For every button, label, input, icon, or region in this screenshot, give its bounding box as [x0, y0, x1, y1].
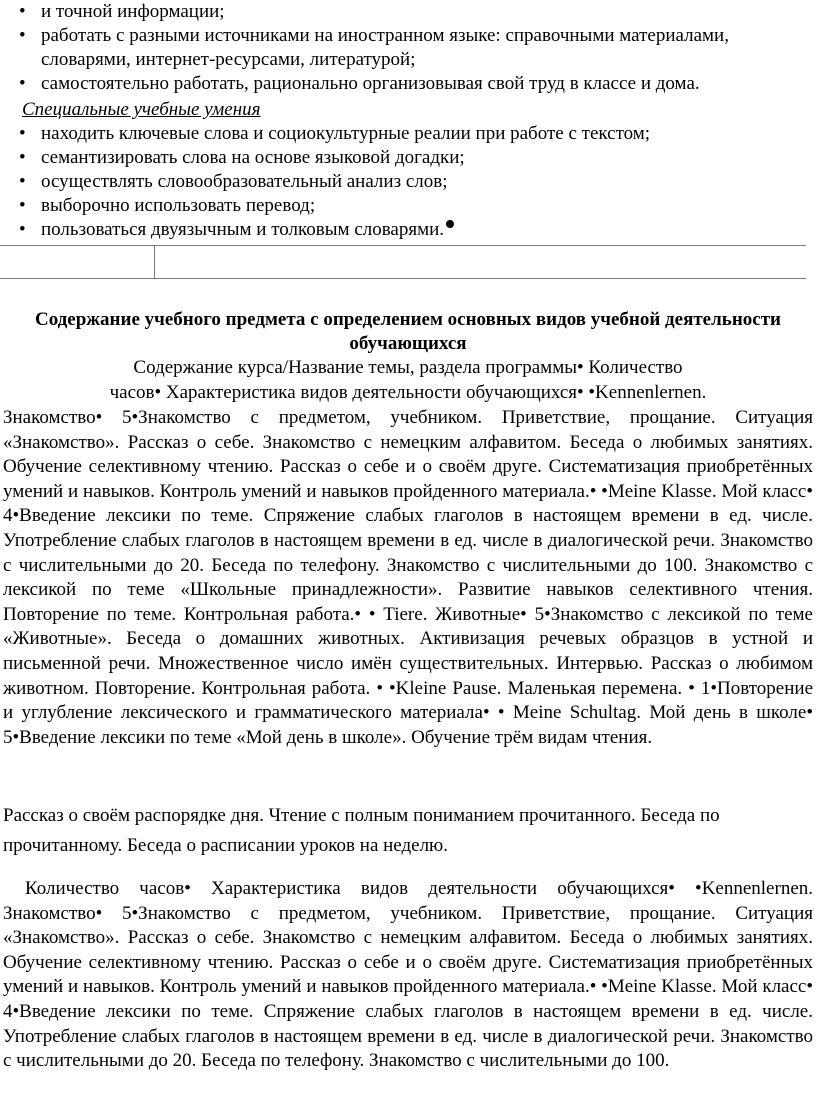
list-item: • выборочно использовать перевод; — [19, 195, 316, 216]
course-content-paragraph-tail: Рассказ о своём распорядке дня. Чтение с полным пониманием прочитанного. Беседа по прочитанному. Беседа о расписании уроков на неделю. — [3, 805, 720, 856]
table-column-divider — [154, 246, 155, 278]
course-header-line-1: Содержание курса/Название темы, раздела программы• Количество — [133, 357, 683, 378]
list-item: • пользоваться двуязычным и толковым словарями. — [3, 218, 808, 242]
list-item: • и точной информации; — [19, 1, 225, 22]
special-bullet-list — [3, 122, 808, 242]
list-item: • осуществлять словообразовательный анализ слов; — [19, 171, 448, 192]
list-item: • находить ключевые слова и социокультурные реалии при работе с текстом; — [19, 123, 651, 144]
course-header-line-2: часов• Характеристика видов деятельности обучающихся• •Kennenlernen. — [109, 382, 707, 403]
second-content-paragraph: Количество часов• Характеристика видов деятельности обучающихся• •Kennenlernen. Знакомство• 5•Знакомство с предметом, учебником. Приветствие, прощание. Ситуация «Знакомство». Рассказ о себе. Знакомство с немецким алфавитом. Беседа о любимых занятиях. Обучение селективному чтению. Рассказ о себе и о своём друге. Систематизация приобретённых умений и навыков. Контроль умений и навыков пройденного материала.• •Meine Klasse. Мой класс• 4•Введение лексики по теме. Спряжение слабых глаголов в настоящем времени в ед. числе. Употребление слабых глаголов в настоящем времени в ед. числе в диалогической речи. Знакомство с числительными до 20. Беседа по телефону. Знакомство с числительными до 100. — [3, 878, 813, 1072]
bullet-mark-icon — [446, 220, 454, 228]
course-content-paragraph: Знакомство• 5•Знакомство с предметом, учебником. Приветствие, прощание. Ситуация «Знакомство». Рассказ о себе. Знакомство с немецким алфавитом. Беседа о любимых занятиях. Обучение селективному чтению. Рассказ о себе и о своём друге. Систематизация приобретённых умений и навыков. Контроль умений и навыков пройденного материала.• •Meine Klasse. Мой класс• 4•Введение лексики по теме. Спряжение слабых глаголов в настоящем времени в ед. числе. Употребление слабых глаголов в настоящем времени в ед. числе в диалогической речи. Знакомство с числительными до 20. Беседа по телефону. Знакомство с числительными до 100. Знакомство с лексикой по теме «Школьные принадлежности». Развитие навыков селективного чтения. Повторение по теме. Контрольная работа.• • Tiere. Животные• 5•Знакомство с лексикой по теме «Животные». Беседа о домашних животных. Активизация речевых образцов в устной и письменной речи. Множественное число имён существительных. Интервью. Рассказ о любимом животном. Повторение. Контрольная работа. • •Kleine Pause. Маленькая перемена. • 1•Повторение и углубление лексического и грамматического материала• • Meine Schultag. Мой день в школе• 5•Введение лексики по теме «Мой день в школе». Обучение трём видам чтения. — [3, 407, 813, 748]
list-item: • самостоятельно работать, рационально организовывая свой труд в классе и дома. — [19, 73, 700, 94]
list-item: • работать с разными источниками на иностранном языке: справочными материалами, словарями, интернет-ресурсами, литературой; — [19, 25, 729, 70]
list-item: • семантизировать слова на основе языковой догадки; — [19, 147, 465, 168]
table-border-top — [0, 245, 806, 246]
table-border-bottom — [0, 278, 806, 279]
section-title: Содержание учебного предмета с определением основных видов учебной деятельности обучающихся — [35, 309, 781, 354]
special-skills-heading: Специальные учебные умения — [22, 99, 261, 120]
top-bullet-list — [3, 0, 808, 96]
